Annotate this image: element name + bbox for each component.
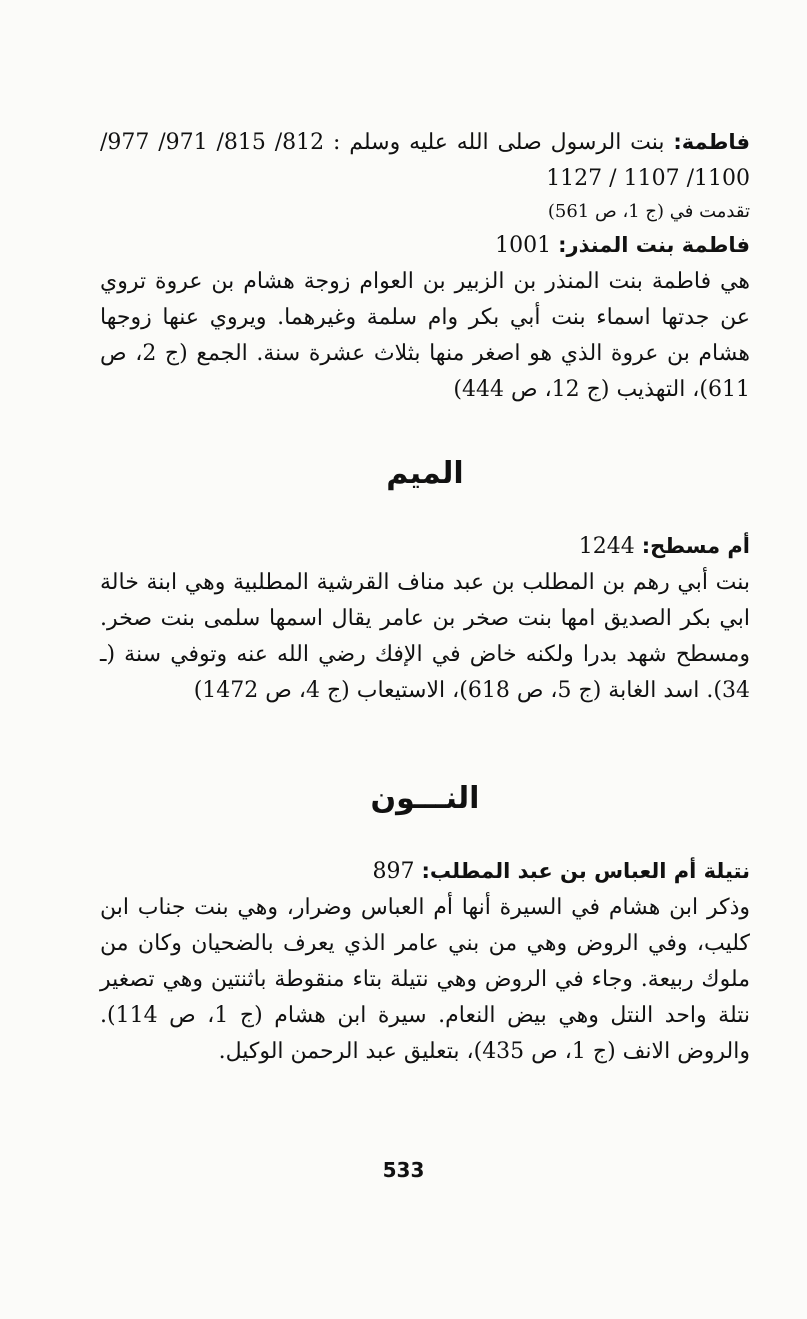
entry-nutayla-title <box>100 853 750 890</box>
entry-body: هي فاطمة بنت المنذر بن الزبير بن العوام زوجة هشام بن عروة تروي عن جدتها اسماء بنت أبي بكر وام سلمة وغيرهما. ويروي عنها زوجها هشام بن عروة الذي هو اصغر منها بثلاث عشرة سنة. الجمع (ج 2، ص 611)، التهذيب (ج 12، ص 444) <box>100 269 750 402</box>
entry-heading: فاطمة: <box>673 130 751 154</box>
entry-heading: أم مسطح: <box>641 534 750 558</box>
entry-note: تقدمت في (ج 1، ص 561) <box>547 201 750 222</box>
section-heading-noon: النـــون <box>370 781 480 816</box>
entry-fatima-mundhir-title <box>100 227 750 264</box>
entry-text: بنت الرسول صلى الله عليه وسلم : 812/ 815/ 971/ 977/ 1100/ 1107 / 1127 <box>100 130 750 191</box>
entry-number: 1001 <box>495 233 559 258</box>
page-number: 533 <box>382 1158 425 1182</box>
entry-umm-mistah-title <box>100 528 750 565</box>
entry-fatima-rasul <box>100 124 750 197</box>
page-content <box>100 124 750 1070</box>
entry-number: 897 <box>372 859 422 884</box>
entry-heading: نتيلة أم العباس بن عبد المطلب: <box>421 859 750 883</box>
entry-number: 1244 <box>578 534 642 559</box>
entry-body: وذكر ابن هشام في السيرة أنها أم العباس وضرار، وهي بنت جناب ابن كليب، وفي الروض وهي من بني عامر الذي يعرف بالضحيان وكان من ملوك ربيعة. وجاء في الروض وهي نتيلة بتاء منقوطة باثنتين وهي تصغير نتلة واحد النتل وهي بيض النعام. سيرة ابن هشام (ج 1، ص 114). والروض الانف (ج 1، ص 435)، بتعليق عبد الرحمن الوكيل. <box>100 895 750 1064</box>
section-heading-meem: الميم <box>386 456 464 491</box>
entry-body: بنت أبي رهم بن المطلب بن عبد مناف القرشية المطلبية وهي ابنة خالة ابي بكر الصديق امها بنت صخر بن عامر يقال اسمها سلمى بنت صخر. ومسطح شهد بدرا ولكنه خاض في الإفك رضي الله عنه وتوفي سنة (ـ 34). اسد الغابة (ج 5، ص 618)، الاستيعاب (ج 4، ص 1472) <box>100 570 750 703</box>
entry-heading: فاطمة بنت المنذر: <box>558 233 750 257</box>
